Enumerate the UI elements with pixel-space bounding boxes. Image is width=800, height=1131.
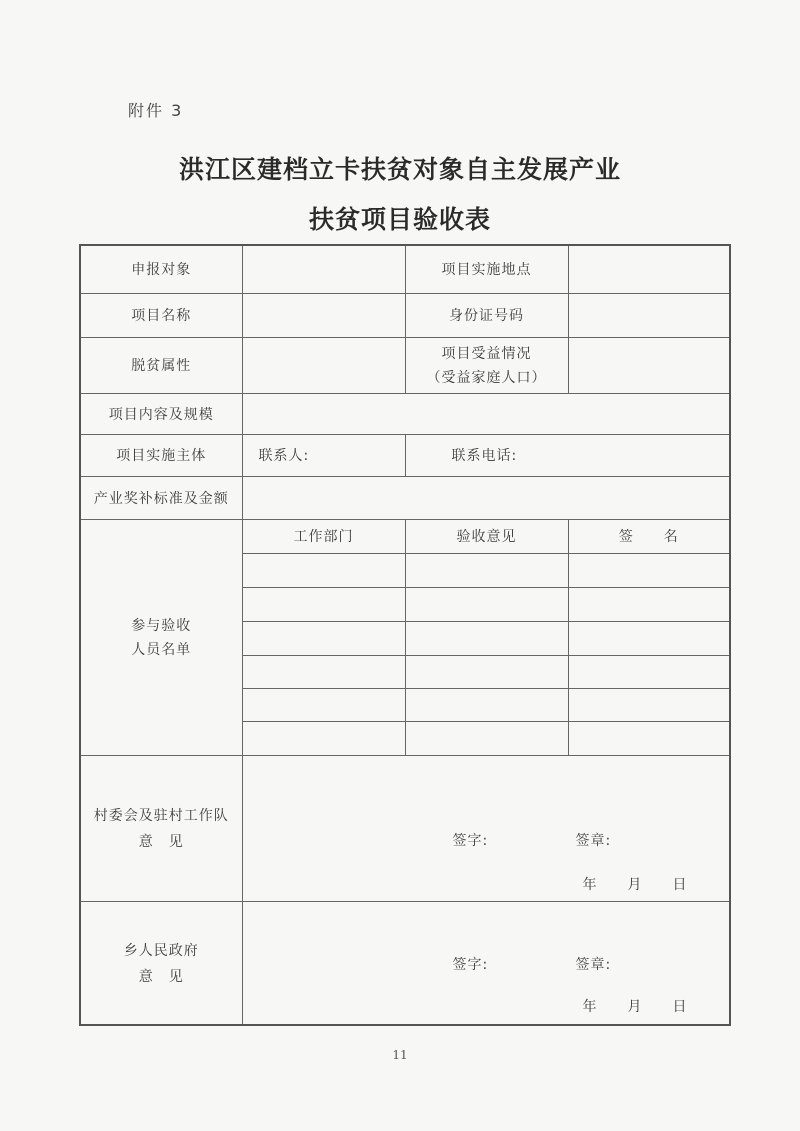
opinion-cell[interactable] [405, 587, 568, 621]
project-name-value[interactable] [242, 293, 405, 337]
id-number-label: 身份证号码 [405, 293, 568, 337]
table-row [80, 434, 730, 476]
table-row [80, 519, 730, 553]
poverty-attr-label: 脱贫属性 [80, 337, 242, 393]
village-label-line2: 意 见 [138, 834, 184, 850]
township-label-line1: 乡人民政府 [123, 942, 199, 959]
signature-cell[interactable] [568, 655, 730, 688]
opinion-cell[interactable] [405, 688, 568, 721]
township-opinion-area[interactable] [242, 901, 730, 1025]
village-opinion-label [80, 755, 242, 901]
township-label-line2: 意 见 [138, 968, 184, 985]
applicant-label: 申报对象 [80, 245, 242, 293]
department-cell[interactable] [242, 587, 405, 621]
opinion-cell[interactable] [405, 655, 568, 688]
village-seal-label: 签章: [575, 832, 612, 849]
attachment-label: 附件 3 [128, 101, 184, 120]
page-subtitle: 扶贫项目验收表 [308, 205, 491, 234]
subsidy-label: 产业奖补标准及金额 [80, 476, 242, 519]
content-scale-label: 项目内容及规模 [80, 393, 242, 434]
inspectors-label-line2: 人员名单 [131, 642, 192, 658]
table-row [80, 293, 730, 337]
department-cell[interactable] [242, 721, 405, 755]
signature-cell[interactable] [568, 621, 730, 655]
subsidy-value[interactable] [242, 476, 730, 519]
beneficiary-value[interactable] [568, 337, 730, 393]
table-row [80, 476, 730, 519]
department-cell[interactable] [242, 553, 405, 587]
applicant-value[interactable] [242, 245, 405, 293]
township-sign-label: 签字: [452, 956, 489, 973]
inspectors-label [80, 519, 242, 755]
table-row [80, 755, 730, 901]
implementer-label: 项目实施主体 [80, 434, 242, 476]
opinion-cell[interactable] [405, 621, 568, 655]
signature-cell[interactable] [568, 587, 730, 621]
village-label-line1: 村委会及驻村工作队 [93, 808, 229, 824]
township-seal-label: 签章: [575, 956, 612, 973]
col-header-signature: 签 名 [568, 519, 730, 553]
acceptance-form-table [79, 244, 731, 1026]
table-row [80, 901, 730, 1025]
content-scale-value[interactable] [242, 393, 730, 434]
department-cell[interactable] [242, 655, 405, 688]
col-header-department: 工作部门 [242, 519, 405, 553]
table-row [80, 393, 730, 434]
project-name-label: 项目名称 [80, 293, 242, 337]
contact-phone-label[interactable]: 联系电话: [405, 434, 730, 476]
beneficiary-label-line2: （受益家庭人口） [426, 370, 547, 386]
village-date-label: 年 月 日 [582, 876, 688, 893]
township-opinion-label [80, 901, 242, 1025]
page-title: 洪江区建档立卡扶贫对象自主发展产业 [178, 155, 621, 184]
id-number-value[interactable] [568, 293, 730, 337]
opinion-cell[interactable] [405, 553, 568, 587]
location-label: 项目实施地点 [405, 245, 568, 293]
beneficiary-label [405, 337, 568, 393]
village-opinion-area[interactable] [242, 755, 730, 901]
opinion-cell[interactable] [405, 721, 568, 755]
department-cell[interactable] [242, 688, 405, 721]
table-row [80, 245, 730, 293]
signature-cell[interactable] [568, 553, 730, 587]
poverty-attr-value[interactable] [242, 337, 405, 393]
township-date-label: 年 月 日 [582, 998, 688, 1015]
location-value[interactable] [568, 245, 730, 293]
page-number: 11 [392, 1048, 408, 1062]
signature-cell[interactable] [568, 688, 730, 721]
inspectors-label-line1: 参与验收 [131, 618, 192, 634]
village-sign-label: 签字: [452, 832, 489, 849]
department-cell[interactable] [242, 621, 405, 655]
contact-person-label[interactable]: 联系人: [242, 434, 405, 476]
col-header-opinion: 验收意见 [405, 519, 568, 553]
beneficiary-label-line1: 项目受益情况 [441, 346, 532, 362]
table-row [80, 337, 730, 393]
signature-cell[interactable] [568, 721, 730, 755]
